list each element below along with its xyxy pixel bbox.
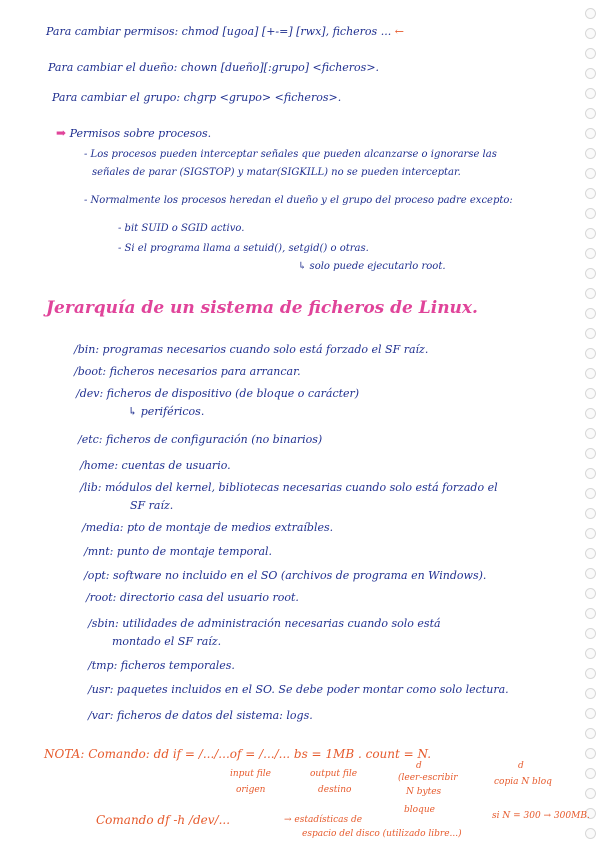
spiral-ring xyxy=(585,688,596,699)
dir-lib-cont: SF raíz. xyxy=(130,499,174,512)
spiral-ring xyxy=(585,508,596,519)
spiral-ring xyxy=(585,228,596,239)
spiral-ring xyxy=(585,88,596,99)
spiral-ring xyxy=(585,828,596,839)
spiral-ring xyxy=(585,748,596,759)
dir-dev: /dev: ficheros de dispositivo (de bloque o carácter) xyxy=(76,387,360,400)
dd-n-bytes: N bytes xyxy=(406,787,442,797)
dir-home: /home: cuentas de usuario. xyxy=(80,459,231,472)
dd-origen-label: origen xyxy=(236,785,266,795)
spiral-ring xyxy=(585,108,596,119)
dd-copia: copia N bloq xyxy=(494,777,552,787)
spiral-ring xyxy=(585,468,596,479)
spiral-ring xyxy=(585,768,596,779)
exception-suid: - bit SUID o SGID activo. xyxy=(118,223,245,234)
spiral-ring xyxy=(585,388,596,399)
spiral-ring xyxy=(585,548,596,559)
dir-dev-note: ↳ periféricos. xyxy=(128,405,205,418)
spiral-ring xyxy=(585,208,596,219)
dd-bs-d-mark: d xyxy=(416,761,422,771)
spiral-ring xyxy=(585,568,596,579)
dd-n-example: si N = 300 → 300MB. xyxy=(492,811,590,821)
spiral-ring xyxy=(585,148,596,159)
dir-mnt: /mnt: punto de montaje temporal. xyxy=(84,545,273,558)
spiral-ring xyxy=(585,708,596,719)
dd-bloque: bloque xyxy=(404,805,435,815)
dir-lib: /lib: módulos del kernel, bibliotecas necesarias cuando solo está forzado el xyxy=(80,481,498,494)
chgrp-note: Para cambiar el grupo: chgrp <grupo> <ficheros>. xyxy=(52,91,342,104)
spiral-ring xyxy=(585,308,596,319)
section-title: Jerarquía de un sistema de ficheros de Linux. xyxy=(46,298,478,318)
spiral-ring xyxy=(585,488,596,499)
dir-root: /root: directorio casa del usuario root. xyxy=(86,591,299,604)
bullet-arrow-icon: ➡ xyxy=(56,126,67,140)
dir-var: /var: ficheros de datos del sistema: logs. xyxy=(88,709,313,722)
notebook-spiral xyxy=(584,0,598,848)
spiral-ring xyxy=(585,8,596,19)
chown-note: Para cambiar el dueño: chown [dueño][:grupo] <ficheros>. xyxy=(48,61,380,74)
exception-root: ↳ solo puede ejecutarlo root. xyxy=(298,261,446,272)
df-command-note: Comando df -h /dev/... xyxy=(96,813,231,827)
dd-destino-label: destino xyxy=(318,785,352,795)
df-estadisticas: → estadísticas de xyxy=(284,815,363,825)
spiral-ring xyxy=(585,288,596,299)
spiral-ring xyxy=(585,608,596,619)
spiral-ring xyxy=(585,48,596,59)
exception-setuid: - Si el programa llama a setuid(), setgid() o otras. xyxy=(118,243,369,254)
inheritance-note: - Normalmente los procesos heredan el dueño y el grupo del proceso padre excepto: xyxy=(84,195,513,206)
dir-sbin: /sbin: utilidades de administración necesarias cuando solo está xyxy=(88,617,441,630)
spiral-ring xyxy=(585,728,596,739)
spiral-ring xyxy=(585,328,596,339)
dir-etc: /etc: ficheros de configuración (no binarios) xyxy=(78,433,323,446)
spiral-ring xyxy=(585,628,596,639)
dir-media: /media: pto de montaje de medios extraíbles. xyxy=(82,521,334,534)
process-permissions-heading: ➡ Permisos sobre procesos. xyxy=(56,126,212,140)
signals-note-line1: - Los procesos pueden interceptar señales que pueden alcanzarse o ignorarse las xyxy=(84,149,497,160)
dir-opt: /opt: software no incluido en el SO (archivos de programa en Windows). xyxy=(84,569,487,582)
spiral-ring xyxy=(585,448,596,459)
spiral-ring xyxy=(585,128,596,139)
spiral-ring xyxy=(585,28,596,39)
dir-tmp: /tmp: ficheros temporales. xyxy=(88,659,235,672)
spiral-ring xyxy=(585,668,596,679)
signals-note-line2: señales de parar (SIGSTOP) y matar(SIGKILL) no se pueden interceptar. xyxy=(92,167,461,178)
dd-count-d-mark: d xyxy=(518,761,524,771)
dir-usr: /usr: paquetes incluidos en el SO. Se debe poder montar como solo lectura. xyxy=(88,683,509,696)
spiral-ring xyxy=(585,528,596,539)
spiral-ring xyxy=(585,168,596,179)
spiral-ring xyxy=(585,268,596,279)
spiral-ring xyxy=(585,648,596,659)
spiral-ring xyxy=(585,788,596,799)
dir-bin: /bin: programas necesarios cuando solo está forzado el SF raíz. xyxy=(74,343,429,356)
spiral-ring xyxy=(585,408,596,419)
dd-output-file-label: output file xyxy=(310,769,358,779)
chmod-note: Para cambiar permisos: chmod [ugoa] [+-=] [rwx], ficheros ... ← xyxy=(46,25,404,38)
spiral-ring xyxy=(585,248,596,259)
spiral-ring xyxy=(585,428,596,439)
dd-command-note: NOTA: Comando: dd if = /.../...of = /.../... bs = 1MB . count = N. xyxy=(44,747,432,761)
dd-leer-escribir: (leer-escribir xyxy=(398,773,458,783)
spiral-ring xyxy=(585,348,596,359)
spiral-ring xyxy=(585,368,596,379)
red-arrow-icon: ← xyxy=(394,25,404,38)
dd-input-file-label: input file xyxy=(230,769,271,779)
dir-boot: /boot: ficheros necesarios para arrancar. xyxy=(74,365,301,378)
spiral-ring xyxy=(585,588,596,599)
spiral-ring xyxy=(585,68,596,79)
df-espacio: espacio del disco (utilizado libre...) xyxy=(302,829,462,839)
dir-sbin-cont: montado el SF raíz. xyxy=(112,635,222,648)
spiral-ring xyxy=(585,188,596,199)
